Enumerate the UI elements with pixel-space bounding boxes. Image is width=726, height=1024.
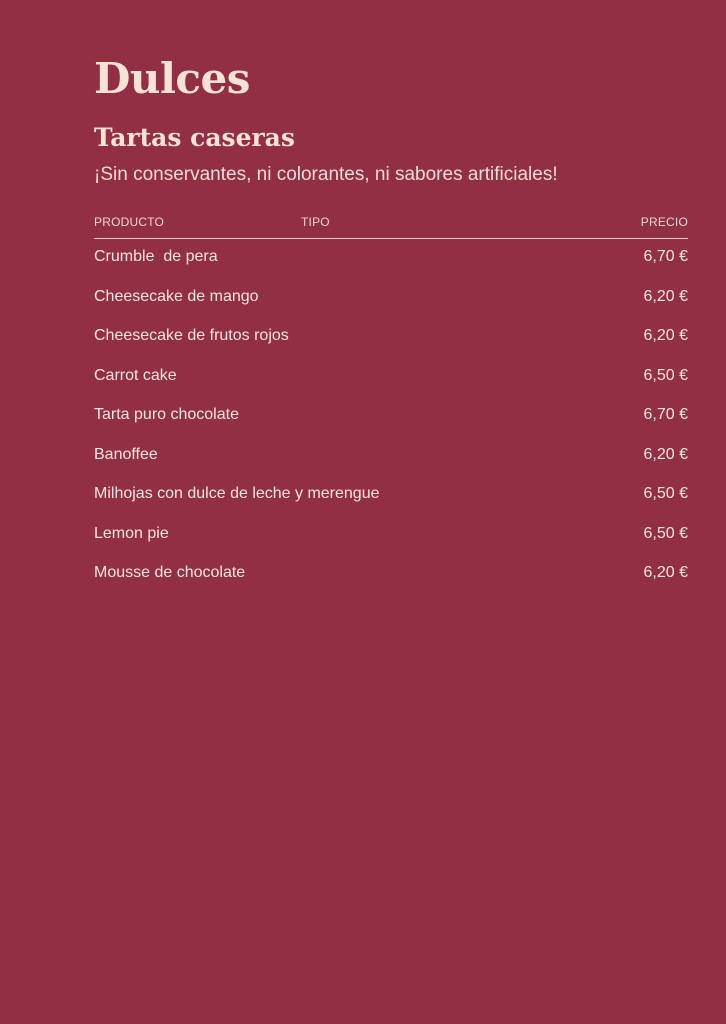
table-row [94, 560, 688, 600]
product-price: 6,20 € [643, 564, 688, 581]
table-row [94, 481, 688, 521]
product-list [94, 244, 688, 600]
product-name: Mousse de chocolate [94, 564, 246, 581]
product-price: 6,70 € [643, 406, 688, 423]
table-header [94, 214, 688, 239]
product-price: 6,50 € [643, 366, 688, 384]
product-name: Milhojas con dulce de leche y merengue [94, 485, 380, 502]
column-header-type: TIPO [301, 215, 330, 229]
product-price: 6,70 € [643, 248, 688, 265]
product-name: Banoffee [94, 445, 158, 463]
product-name: Cheesecake de frutos rojos [94, 327, 289, 344]
section-subtitle: ¡Sin conservantes, ni colorantes, ni sabores artificiales! [94, 164, 558, 185]
product-price: 6,50 € [643, 485, 688, 502]
table-row [94, 521, 688, 561]
table-row [94, 402, 688, 442]
table-row [94, 323, 688, 363]
product-price: 6,20 € [643, 287, 688, 305]
column-header-price: PRECIO [640, 215, 688, 229]
product-price: 6,20 € [643, 327, 688, 344]
table-row [94, 363, 688, 403]
page-title: Dulces [94, 54, 250, 103]
product-name: Lemon pie [94, 524, 169, 542]
product-price: 6,50 € [643, 524, 688, 542]
table-row [94, 442, 688, 482]
product-name: Tarta puro chocolate [94, 406, 239, 423]
table-row [94, 284, 688, 324]
section-title: Tartas caseras [94, 123, 295, 152]
product-name: Cheesecake de mango [94, 287, 259, 305]
product-price: 6,20 € [643, 445, 688, 463]
product-name: Crumble de pera [94, 248, 218, 265]
column-header-product: PRODUCTO [94, 215, 165, 229]
table-row [94, 244, 688, 284]
product-name: Carrot cake [94, 366, 177, 384]
